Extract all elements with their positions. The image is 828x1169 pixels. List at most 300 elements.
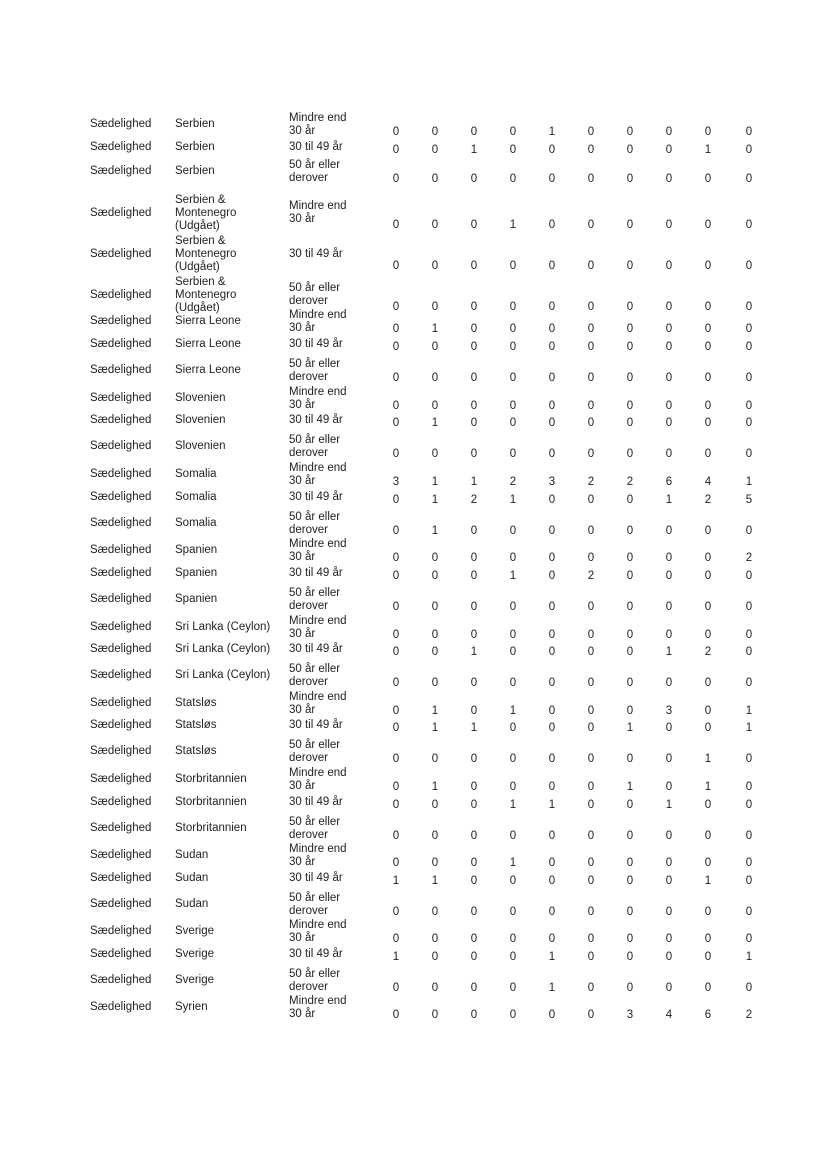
value-cell: 0: [587, 417, 595, 429]
value-cell: 0: [548, 677, 556, 689]
value-cell: 0: [509, 629, 517, 641]
value-cell: 0: [626, 323, 634, 335]
value-cell: 0: [745, 126, 753, 138]
value-cell: 0: [392, 372, 400, 384]
value-cell: 1: [509, 857, 517, 869]
value-cell: 0: [587, 260, 595, 272]
value-cell: 0: [745, 448, 753, 460]
category-cell: Sædelighed: [90, 165, 152, 177]
country-line: Sverige: [175, 925, 214, 937]
value-cell: 1: [392, 875, 400, 887]
value-cell: 0: [392, 173, 400, 185]
country-line: Sri Lanka (Ceylon): [175, 643, 271, 655]
value-cell: 0: [509, 260, 517, 272]
value-cell: 0: [509, 951, 517, 963]
value-cell: 0: [509, 933, 517, 945]
value-cell: 0: [704, 341, 712, 353]
country-line: Sierra Leone: [175, 364, 241, 376]
value-cell: 0: [431, 570, 439, 582]
age-line: 50 år eller: [289, 816, 341, 828]
age-line: 30 til 49 år: [289, 643, 343, 655]
category-cell: Sædelighed: [90, 745, 152, 757]
value-cell: 1: [392, 951, 400, 963]
age-group-cell: [289, 719, 359, 732]
value-cell: 0: [626, 646, 634, 658]
country-cell: [175, 898, 285, 911]
country-line: Montenegro: [175, 289, 237, 301]
country-line: Slovenien: [175, 414, 226, 426]
value-cell: 0: [626, 629, 634, 641]
value-cell: 0: [745, 219, 753, 231]
value-cell: 0: [704, 400, 712, 412]
value-cell: 0: [470, 781, 478, 793]
age-group-cell: [289, 968, 359, 994]
value-cell: 0: [509, 722, 517, 734]
value-cell: 1: [626, 781, 634, 793]
age-line: 30 år: [289, 399, 316, 411]
value-cell: 0: [626, 126, 634, 138]
value-cell: 0: [704, 173, 712, 185]
country-line: Sudan: [175, 849, 209, 861]
value-cell: 0: [665, 906, 673, 918]
age-line: 30 til 49 år: [289, 338, 343, 350]
category-cell: Sædelighed: [90, 315, 152, 327]
value-cell: 1: [431, 323, 439, 335]
value-cell: 0: [745, 982, 753, 994]
value-cell: 0: [470, 400, 478, 412]
value-cell: 0: [470, 570, 478, 582]
country-cell: [175, 621, 285, 634]
country-line: Statsløs: [175, 719, 217, 731]
value-cell: 0: [587, 982, 595, 994]
country-line: Storbritannien: [175, 773, 247, 785]
value-cell: 0: [626, 933, 634, 945]
value-cell: 0: [587, 646, 595, 658]
country-line: Syrien: [175, 1001, 208, 1013]
country-line: Montenegro: [175, 248, 237, 260]
value-cell: 0: [626, 525, 634, 537]
value-cell: 0: [587, 173, 595, 185]
age-line: Mindre end: [289, 309, 347, 321]
value-cell: 0: [392, 601, 400, 613]
table-row: [0, 235, 828, 275]
value-cell: 0: [745, 341, 753, 353]
value-cell: 0: [626, 372, 634, 384]
age-group-cell: [289, 691, 359, 717]
age-line: 30 år: [289, 932, 316, 944]
category-cell: Sædelighed: [90, 593, 152, 605]
country-line: Slovenien: [175, 440, 226, 452]
country-line: Somalia: [175, 491, 217, 503]
country-line: Serbien &: [175, 276, 226, 288]
value-cell: 0: [745, 646, 753, 658]
value-cell: 0: [431, 219, 439, 231]
value-cell: 0: [470, 830, 478, 842]
age-line: 50 år eller: [289, 282, 341, 294]
value-cell: 2: [587, 570, 595, 582]
value-cell: 0: [470, 982, 478, 994]
table-row: [0, 159, 828, 199]
value-cell: 0: [745, 372, 753, 384]
country-line: Spanien: [175, 544, 218, 556]
value-cell: 0: [548, 525, 556, 537]
value-cell: 0: [509, 173, 517, 185]
value-cell: 0: [587, 875, 595, 887]
age-group-cell: [289, 538, 359, 564]
value-cell: 1: [704, 753, 712, 765]
value-cell: 5: [745, 494, 753, 506]
country-line: Spanien: [175, 567, 218, 579]
value-cell: 0: [745, 781, 753, 793]
country-line: Spanien: [175, 593, 218, 605]
country-cell: [175, 338, 285, 351]
value-cell: 0: [626, 341, 634, 353]
age-line: 50 år eller: [289, 358, 341, 370]
value-cell: 0: [704, 260, 712, 272]
country-line: (Udgået): [175, 261, 220, 273]
value-cell: 0: [745, 144, 753, 156]
value-cell: 0: [431, 260, 439, 272]
value-cell: 0: [392, 323, 400, 335]
age-line: derover: [289, 829, 328, 841]
category-cell: Sædelighed: [90, 544, 152, 556]
value-cell: 0: [509, 982, 517, 994]
value-cell: 0: [431, 173, 439, 185]
value-cell: 0: [745, 753, 753, 765]
value-cell: 0: [392, 906, 400, 918]
age-group-cell: [289, 491, 359, 504]
value-cell: 0: [745, 629, 753, 641]
value-cell: 0: [665, 753, 673, 765]
age-group-cell: [289, 309, 359, 335]
category-cell: Sædelighed: [90, 925, 152, 937]
age-line: 30 år: [289, 322, 316, 334]
country-cell: [175, 948, 285, 961]
value-cell: 0: [665, 570, 673, 582]
value-cell: 3: [548, 476, 556, 488]
country-line: Sudan: [175, 872, 209, 884]
country-line: Sri Lanka (Ceylon): [175, 669, 271, 681]
country-cell: [175, 1001, 285, 1014]
value-cell: 1: [509, 705, 517, 717]
age-group-cell: [289, 338, 359, 351]
value-cell: 0: [392, 781, 400, 793]
value-cell: 0: [548, 260, 556, 272]
country-line: Montenegro: [175, 207, 237, 219]
value-cell: 0: [470, 753, 478, 765]
value-cell: 0: [470, 260, 478, 272]
value-cell: 0: [509, 781, 517, 793]
value-cell: 0: [431, 144, 439, 156]
value-cell: 0: [587, 781, 595, 793]
value-cell: 0: [665, 677, 673, 689]
value-cell: 0: [470, 219, 478, 231]
value-cell: 0: [704, 951, 712, 963]
country-line: Serbien: [175, 165, 215, 177]
value-cell: 0: [704, 830, 712, 842]
value-cell: 0: [548, 448, 556, 460]
value-cell: 0: [470, 951, 478, 963]
value-cell: 0: [704, 722, 712, 734]
country-cell: [175, 872, 285, 885]
value-cell: 0: [509, 341, 517, 353]
category-cell: Sædelighed: [90, 849, 152, 861]
value-cell: 0: [509, 301, 517, 313]
value-cell: 0: [548, 857, 556, 869]
value-cell: 0: [704, 525, 712, 537]
value-cell: 0: [745, 933, 753, 945]
category-cell: Sædelighed: [90, 517, 152, 529]
value-cell: 0: [626, 219, 634, 231]
category-cell: Sædelighed: [90, 364, 152, 376]
value-cell: 2: [704, 646, 712, 658]
value-cell: 0: [548, 301, 556, 313]
value-cell: 0: [392, 570, 400, 582]
value-cell: 0: [392, 857, 400, 869]
value-cell: 0: [470, 875, 478, 887]
value-cell: 0: [587, 323, 595, 335]
age-group-cell: [289, 892, 359, 918]
value-cell: 1: [745, 705, 753, 717]
value-cell: 0: [470, 448, 478, 460]
value-cell: 1: [704, 781, 712, 793]
category-cell: Sædelighed: [90, 796, 152, 808]
age-group-cell: [289, 643, 359, 656]
value-cell: 0: [587, 494, 595, 506]
value-cell: 0: [704, 677, 712, 689]
table-row: [0, 194, 828, 234]
category-cell: Sædelighed: [90, 974, 152, 986]
value-cell: 0: [470, 417, 478, 429]
value-cell: 4: [665, 1009, 673, 1021]
value-cell: 0: [626, 982, 634, 994]
value-cell: 0: [745, 525, 753, 537]
value-cell: 0: [392, 417, 400, 429]
value-cell: 0: [548, 906, 556, 918]
value-cell: 0: [704, 629, 712, 641]
age-line: Mindre end: [289, 386, 347, 398]
value-cell: 0: [509, 417, 517, 429]
value-cell: 0: [745, 799, 753, 811]
value-cell: 0: [431, 601, 439, 613]
value-cell: 0: [704, 570, 712, 582]
value-cell: 0: [745, 677, 753, 689]
age-line: 50 år eller: [289, 892, 341, 904]
value-cell: 1: [470, 144, 478, 156]
value-cell: 0: [392, 260, 400, 272]
value-cell: 0: [704, 933, 712, 945]
value-cell: 0: [548, 552, 556, 564]
value-cell: 0: [626, 552, 634, 564]
value-cell: 0: [548, 173, 556, 185]
value-cell: 0: [548, 341, 556, 353]
value-cell: 0: [745, 601, 753, 613]
value-cell: 0: [392, 830, 400, 842]
category-cell: Sædelighed: [90, 697, 152, 709]
value-cell: 2: [587, 476, 595, 488]
country-line: (Udgået): [175, 220, 220, 232]
value-cell: 0: [392, 722, 400, 734]
value-cell: 0: [548, 705, 556, 717]
value-cell: 0: [548, 781, 556, 793]
age-line: 50 år eller: [289, 159, 341, 171]
age-group-cell: [289, 739, 359, 765]
category-cell: Sædelighed: [90, 289, 152, 301]
value-cell: 0: [509, 601, 517, 613]
value-cell: 0: [626, 260, 634, 272]
value-cell: 0: [431, 830, 439, 842]
category-cell: Sædelighed: [90, 440, 152, 452]
value-cell: 0: [587, 219, 595, 231]
value-cell: 0: [587, 601, 595, 613]
value-cell: 3: [665, 705, 673, 717]
value-cell: 0: [626, 494, 634, 506]
value-cell: 0: [548, 933, 556, 945]
value-cell: 0: [587, 372, 595, 384]
value-cell: 0: [587, 448, 595, 460]
value-cell: 0: [509, 875, 517, 887]
value-cell: 0: [587, 906, 595, 918]
value-cell: 0: [392, 629, 400, 641]
value-cell: 1: [431, 781, 439, 793]
value-cell: 0: [704, 448, 712, 460]
value-cell: 1: [745, 722, 753, 734]
value-cell: 0: [509, 372, 517, 384]
category-cell: Sædelighed: [90, 822, 152, 834]
value-cell: 0: [665, 219, 673, 231]
value-cell: 0: [665, 372, 673, 384]
value-cell: 0: [587, 341, 595, 353]
value-cell: 0: [470, 323, 478, 335]
value-cell: 0: [470, 799, 478, 811]
country-line: Serbien: [175, 118, 215, 130]
country-cell: [175, 773, 285, 786]
age-line: Mindre end: [289, 767, 347, 779]
country-cell: [175, 796, 285, 809]
value-cell: 0: [587, 951, 595, 963]
age-group-cell: [289, 587, 359, 613]
age-group-cell: [289, 248, 359, 261]
age-line: 50 år eller: [289, 663, 341, 675]
value-cell: 2: [745, 552, 753, 564]
value-cell: 0: [665, 722, 673, 734]
age-line: Mindre end: [289, 615, 347, 627]
value-cell: 0: [470, 552, 478, 564]
value-cell: 0: [431, 951, 439, 963]
value-cell: 0: [626, 570, 634, 582]
value-cell: 1: [665, 494, 673, 506]
category-cell: Sædelighed: [90, 898, 152, 910]
age-line: 30 år: [289, 856, 316, 868]
country-line: Serbien &: [175, 194, 226, 206]
value-cell: 0: [626, 875, 634, 887]
value-cell: 1: [431, 476, 439, 488]
age-line: 50 år eller: [289, 511, 341, 523]
value-cell: 0: [587, 126, 595, 138]
category-cell: Sædelighed: [90, 948, 152, 960]
value-cell: 0: [587, 830, 595, 842]
age-group-cell: [289, 767, 359, 793]
value-cell: 3: [392, 476, 400, 488]
value-cell: 1: [665, 646, 673, 658]
value-cell: 1: [431, 722, 439, 734]
value-cell: 0: [626, 857, 634, 869]
country-line: Somalia: [175, 517, 217, 529]
value-cell: 0: [431, 677, 439, 689]
country-line: Statsløs: [175, 745, 217, 757]
value-cell: 0: [431, 857, 439, 869]
value-cell: 0: [665, 448, 673, 460]
country-cell: [175, 745, 285, 758]
country-cell: [175, 974, 285, 987]
category-cell: Sædelighed: [90, 248, 152, 260]
value-cell: 1: [548, 799, 556, 811]
age-line: derover: [289, 981, 328, 993]
value-cell: 1: [704, 875, 712, 887]
value-cell: 0: [587, 144, 595, 156]
value-cell: 0: [548, 323, 556, 335]
country-cell: [175, 392, 285, 405]
country-cell: [175, 414, 285, 427]
value-cell: 0: [587, 753, 595, 765]
value-cell: 0: [392, 1009, 400, 1021]
value-cell: 1: [470, 722, 478, 734]
value-cell: 0: [665, 323, 673, 335]
age-line: Mindre end: [289, 843, 347, 855]
value-cell: 0: [745, 323, 753, 335]
country-cell: [175, 141, 285, 154]
category-cell: Sædelighed: [90, 719, 152, 731]
value-cell: 0: [548, 144, 556, 156]
value-cell: 0: [470, 857, 478, 869]
value-cell: 0: [509, 323, 517, 335]
value-cell: 0: [509, 677, 517, 689]
age-line: 30 til 49 år: [289, 141, 343, 153]
country-line: Sierra Leone: [175, 338, 241, 350]
value-cell: 0: [509, 1009, 517, 1021]
value-cell: 0: [431, 301, 439, 313]
country-cell: [175, 364, 285, 377]
value-cell: 0: [745, 570, 753, 582]
country-cell: [175, 194, 285, 233]
value-cell: 0: [745, 906, 753, 918]
age-line: derover: [289, 447, 328, 459]
category-cell: Sædelighed: [90, 468, 152, 480]
age-group-cell: [289, 358, 359, 384]
value-cell: 0: [392, 552, 400, 564]
value-cell: 0: [626, 144, 634, 156]
age-group-cell: [289, 567, 359, 580]
value-cell: 2: [745, 1009, 753, 1021]
country-cell: [175, 593, 285, 606]
value-cell: 0: [626, 448, 634, 460]
value-cell: 2: [626, 476, 634, 488]
value-cell: 0: [704, 417, 712, 429]
age-line: 30 til 49 år: [289, 567, 343, 579]
age-group-cell: [289, 615, 359, 641]
value-cell: 6: [704, 1009, 712, 1021]
value-cell: 0: [665, 933, 673, 945]
value-cell: 0: [665, 417, 673, 429]
age-line: Mindre end: [289, 995, 347, 1007]
value-cell: 0: [470, 525, 478, 537]
value-cell: 0: [548, 1009, 556, 1021]
value-cell: 0: [626, 951, 634, 963]
age-line: derover: [289, 600, 328, 612]
category-cell: Sædelighed: [90, 669, 152, 681]
value-cell: 0: [587, 933, 595, 945]
value-cell: 1: [431, 494, 439, 506]
